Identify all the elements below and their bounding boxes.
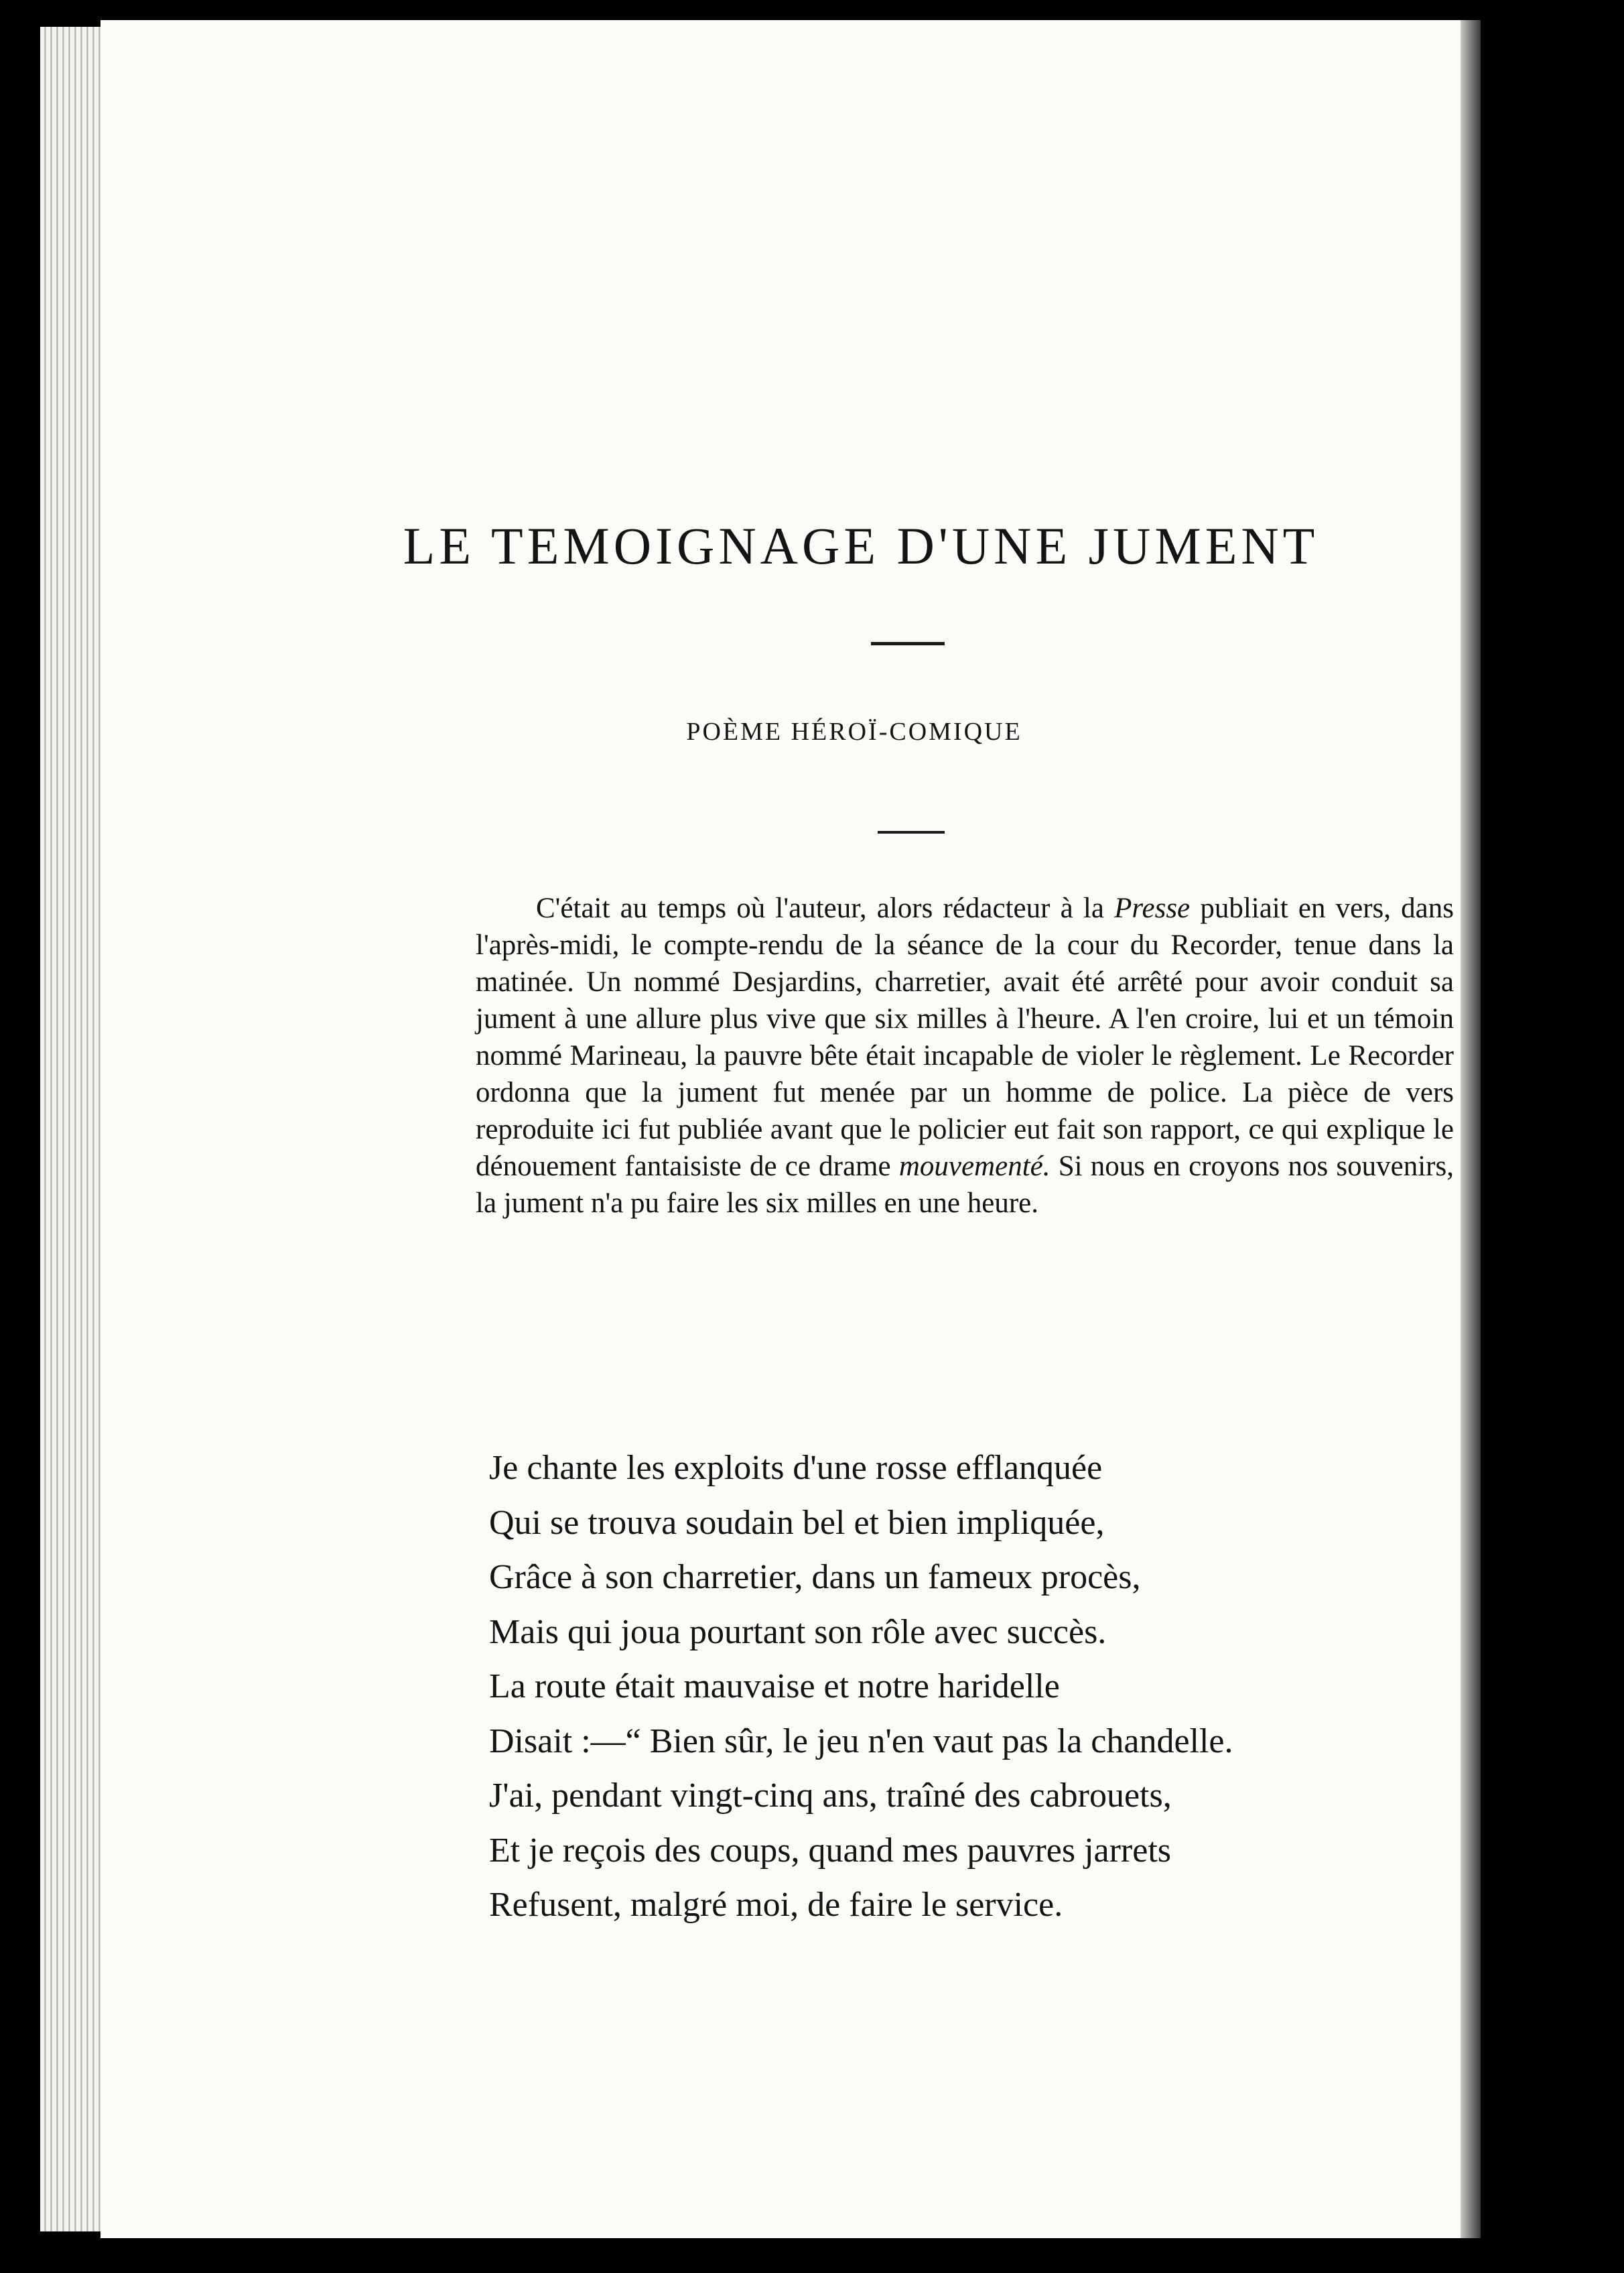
intro-text-2: publiait en vers, dans l'après-midi, le compte-rendu de la séance de la cour du Recorder, tenue dans la matinée. Un nommé Desjardins, charretier, avait été arrêté pour avoir conduit sa jument à une allure plus vive que six milles à l'heure. A l'en croire, lui et un témoin nommé Marineau, la pauvre bête était incapable de violer le règlement. Le Recorder ordonna que la jument fut menée par un homme de police. La pièce de vers reproduite ici fut publiée avant que le policier eut fait son rapport, ce qui explique le dénouement fantaisiste de ce drame bbox=[476, 893, 1454, 1182]
poem-line: Je chante les exploits d'une rosse efflanquée bbox=[489, 1449, 1103, 1487]
title-rule bbox=[871, 642, 945, 645]
subtitle-rule bbox=[878, 831, 945, 834]
poem-line: Disait :—“ Bien sûr, le jeu n'en vaut pas la chandelle. bbox=[489, 1722, 1233, 1760]
page-right-shadow bbox=[1461, 20, 1481, 2238]
poem-line: Et je reçois des coups, quand mes pauvres jarrets bbox=[489, 1831, 1172, 1870]
poem-line: La route était mauvaise et notre haridelle bbox=[489, 1667, 1060, 1705]
poem bbox=[489, 1441, 1494, 1933]
intro-text-1: C'était au temps où l'auteur, alors rédacteur à la bbox=[536, 893, 1115, 924]
intro-press-italic: Presse bbox=[1114, 893, 1191, 924]
intro-text-3: Si nous en croyons nos souvenirs, la jument n'a pu faire les six milles en une heure. bbox=[476, 1151, 1454, 1219]
poem-line: J'ai, pendant vingt-cinq ans, traîné des cabrouets, bbox=[489, 1776, 1172, 1815]
poem-line: Grâce à son charretier, dans un fameux procès, bbox=[489, 1558, 1141, 1596]
page-content bbox=[100, 20, 1461, 2238]
intro-mouvemente-italic: mouvementé. bbox=[898, 1151, 1051, 1182]
page-subtitle: POÈME HÉROÏ-COMIQUE bbox=[686, 718, 1022, 746]
book-page bbox=[100, 20, 1461, 2238]
poem-line: Qui se trouva soudain bel et bien impliquée, bbox=[489, 1503, 1105, 1542]
intro-paragraph bbox=[476, 890, 1454, 1222]
poem-line: Refusent, malgré moi, de faire le service. bbox=[489, 1886, 1063, 1924]
poem-line: Mais qui joua pourtant son rôle avec succès. bbox=[489, 1612, 1107, 1651]
page-title: LE TEMOIGNAGE D'UNE JUMENT bbox=[403, 517, 1319, 575]
